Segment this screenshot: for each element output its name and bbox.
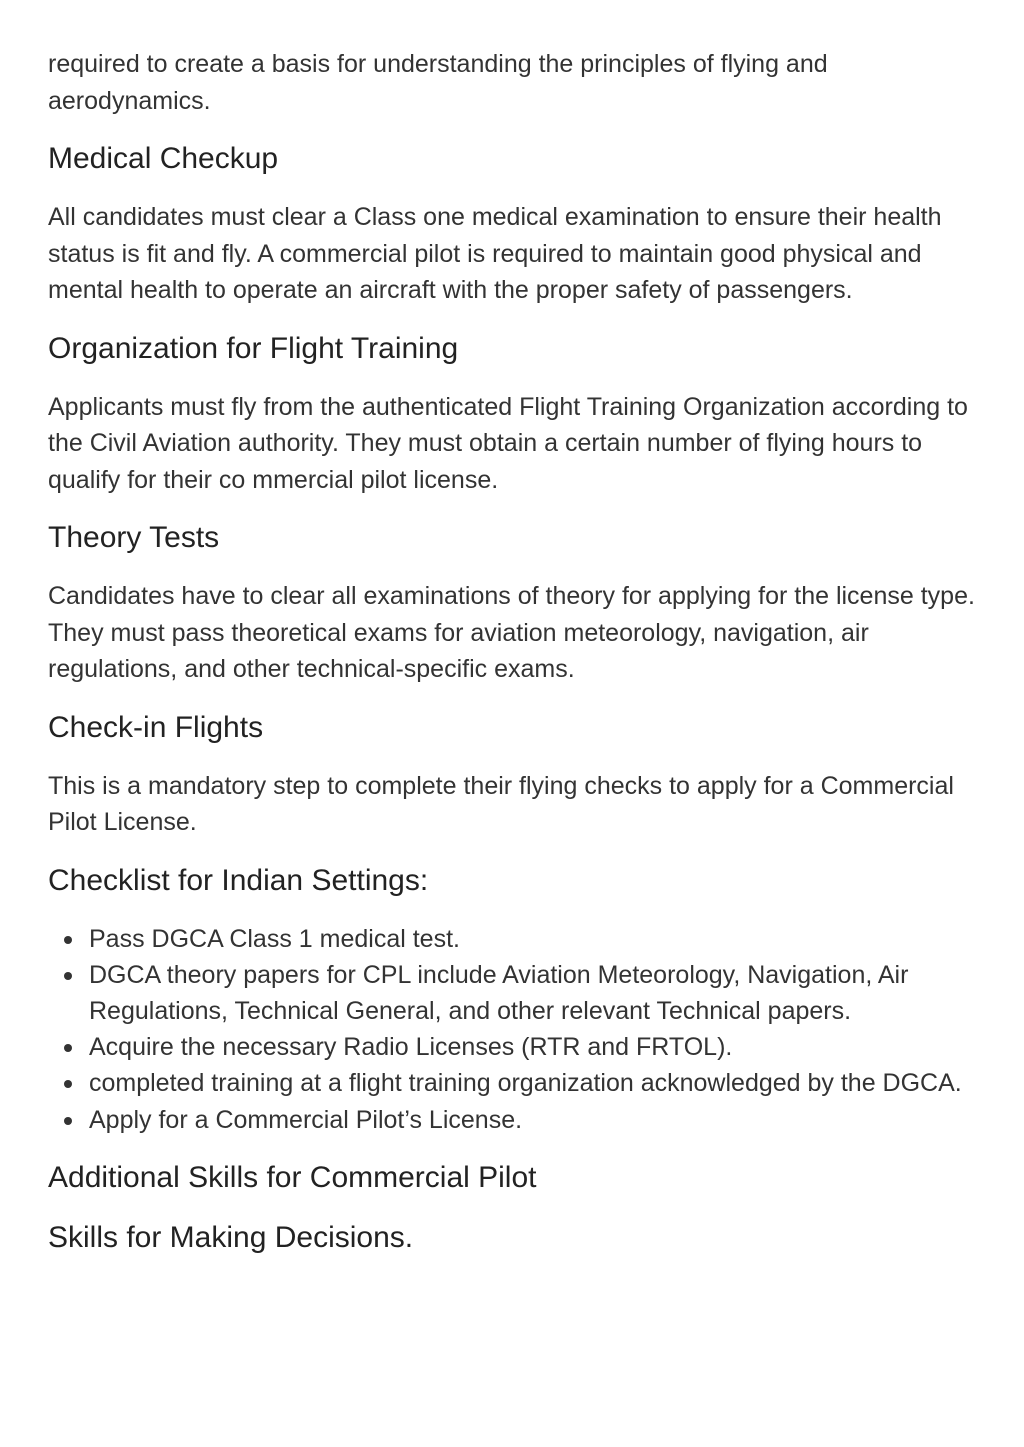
section-body-flight-training: Applicants must fly from the authenticated Flight Training Organization according to the Civil Aviation authority. They must obtain a certain number of flying hours to qualify for their co mmercial pilot license. <box>48 392 968 494</box>
list-item <box>48 957 983 1029</box>
list-item-text: Acquire the necessary Radio Licenses (RTR and FRTOL). <box>89 1033 733 1062</box>
section-heading-medical-checkup: Medical Checkup <box>48 142 279 175</box>
section-heading-flight-training: Organization for Flight Training <box>48 331 459 365</box>
section-body-medical-checkup: All candidates must clear a Class one medical examination to ensure their health status is fit and fly. A commercial pilot is required to maintain good physical and mental health to operate an aircraft with the proper safety of passengers. <box>48 203 942 304</box>
bullet-icon <box>64 1044 72 1052</box>
additional-skills-heading: Additional Skills for Commercial Pilot <box>48 1160 537 1194</box>
list-item-text: completed training at a flight training organization acknowledged by the DGCA. <box>89 1069 962 1098</box>
bullet-icon <box>64 1117 72 1125</box>
section-body-check-in-flights: This is a mandatory step to complete their flying checks to apply for a Commercial Pilot License. <box>48 771 954 836</box>
section-heading-check-in-flights: Check-in Flights <box>48 710 264 744</box>
list-item-text: Pass DGCA Class 1 medical test. <box>89 924 460 953</box>
checklist <box>48 921 983 1138</box>
list-item <box>48 1102 983 1138</box>
section-heading-theory-tests: Theory Tests <box>48 521 220 554</box>
list-item-text: DGCA theory papers for CPL include Aviation Meteorology, Navigation, Air Regulations, Technical General, and other relevant Technical papers. <box>89 960 909 1025</box>
list-item <box>48 1029 983 1065</box>
checklist-heading: Checklist for Indian Settings: <box>48 863 429 897</box>
bullet-icon <box>64 1080 72 1088</box>
list-item <box>48 921 983 957</box>
list-item-text: Apply for a Commercial Pilot’s License. <box>89 1105 523 1134</box>
bullet-icon <box>64 972 72 980</box>
document-page <box>48 46 983 1258</box>
intro-paragraph: required to create a basis for understanding the principles of flying and aerodynamics. <box>48 50 828 115</box>
list-item <box>48 1065 983 1101</box>
decision-skills-heading: Skills for Making Decisions. <box>48 1220 414 1254</box>
bullet-icon <box>64 936 72 944</box>
section-body-theory-tests: Candidates have to clear all examinations of theory for applying for the license type. They must pass theoretical exams for aviation meteorology, navigation, air regulations, and other technical-specific exams. <box>48 582 975 683</box>
